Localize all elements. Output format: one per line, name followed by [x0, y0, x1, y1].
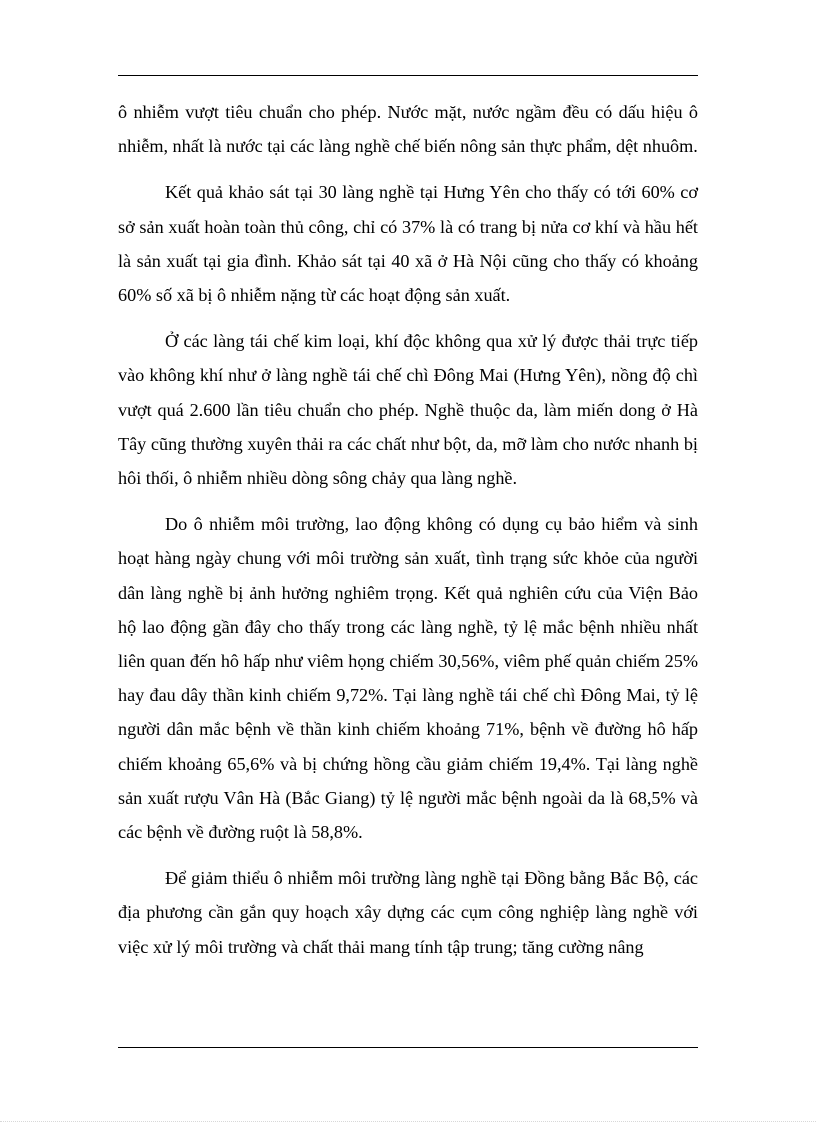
page-boundary [0, 1121, 816, 1122]
paragraph-hung-yen-survey: Kết quả khảo sát tại 30 làng nghề tại Hưng Yên cho thấy có tới 60% cơ sở sản xuất hoàn toàn thủ công, chỉ có 37% là có trang bị nửa cơ khí và hầu hết là sản xuất tại gia đình. Khảo sát tại 40 xã ở Hà Nội cũng cho thấy có khoảng 60% số xã bị ô nhiễm nặng từ các hoạt động sản xuất. [118, 182, 698, 306]
paragraph-continuation: ô nhiễm vượt tiêu chuẩn cho phép. Nước mặt, nước ngầm đều có dấu hiệu ô nhiễm, nhất là nước tại các làng nghề chế biến nông sản thực phẩm, dệt nhuôm. [118, 102, 698, 157]
footer-rule [118, 1047, 698, 1048]
body-text [118, 95, 698, 964]
header-rule [118, 75, 698, 76]
paragraph-solutions: Để giảm thiểu ô nhiễm môi trường làng nghề tại Đồng bằng Bắc Bộ, các địa phương cần gắn quy hoạch xây dựng các cụm công nghiệp làng nghề với việc xử lý môi trường và chất thải mang tính tập trung; tăng cường nâng [118, 868, 698, 957]
paragraph-health-impact: Do ô nhiễm môi trường, lao động không có dụng cụ bảo hiểm và sinh hoạt hàng ngày chung với môi trường sản xuất, tình trạng sức khỏe của người dân làng nghề bị ảnh hưởng nghiêm trọng. Kết quả nghiên cứu của Viện Bảo hộ lao động gần đây cho thấy trong các làng nghề, tỷ lệ mắc bệnh nhiều nhất liên quan đến hô hấp như viêm họng chiếm 30,56%, viêm phế quản chiếm 25% hay đau dây thần kinh chiếm 9,72%. Tại làng nghề tái chế chì Đông Mai, tỷ lệ người dân mắc bệnh về thần kinh chiếm khoảng 71%, bệnh về đường hô hấp chiếm khoảng 65,6% và bị chứng hồng cầu giảm chiếm 19,4%. Tại làng nghề sản xuất rượu Vân Hà (Bắc Giang) tỷ lệ người mắc bệnh ngoài da là 68,5% và các bệnh về đường ruột là 58,8%. [118, 514, 698, 843]
paragraph-metal-recycling: Ở các làng tái chế kim loại, khí độc không qua xử lý được thải trực tiếp vào không khí như ở làng nghề tái chế chì Đông Mai (Hưng Yên), nồng độ chì vượt quá 2.600 lần tiêu chuẩn cho phép. Nghề thuộc da, làm miến dong ở Hà Tây cũng thường xuyên thải ra các chất như bột, da, mỡ làm cho nước nhanh bị hôi thối, ô nhiễm nhiều dòng sông chảy qua làng nghề. [118, 331, 698, 489]
